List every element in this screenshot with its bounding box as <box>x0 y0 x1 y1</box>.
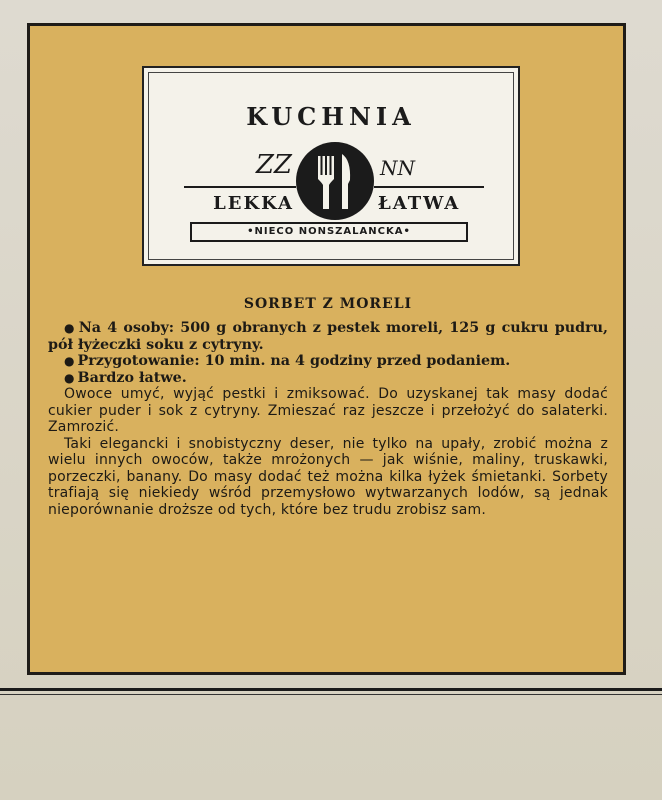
recipe-title: SORBET Z MORELI <box>243 296 413 312</box>
recipe-content <box>48 296 608 518</box>
ingredients-text: Na 4 osoby: 500 g obranych z pestek moreli, 125 g cukru pudru, pół łyżeczki soku z cytryny. <box>48 320 608 353</box>
logo-rule-left <box>184 186 296 188</box>
bullet-icon: ● <box>64 354 75 368</box>
bullet-icon: ● <box>64 370 75 385</box>
recipe-instructions: Owoce umyć, wyjąć pestki i zmiksować. Do uzyskanej tak masy dodać cukier puder i sok z cytryny. Zmieszać raz jeszcze i przełożyć do salaterki. Zamrozić. <box>48 386 608 435</box>
page-divider-thin <box>0 694 662 695</box>
logo-script-left: ZZ <box>255 150 292 180</box>
time-text: Przygotowanie: 10 min. na 4 godziny przed podaniem. <box>77 353 511 369</box>
logo-title: KUCHNIA <box>246 102 416 131</box>
logo-word-left: LEKKA <box>213 193 294 214</box>
recipe-notes: Taki elegancki i snobistyczny deser, nie tylko na upały, zrobić można z wielu innych owoców, także mrożonych — jak wiśnie, maliny, truskawki, porzeczki, banany. Do masy dodać też można kilka łyżek śmietanki. Sorbety trafiają się niekiedy wśród przemysłowo wytwarzanych lodów, są jednak nieporównanie droższe od tych, które bez trudu zrobisz sam. <box>48 435 608 518</box>
article-frame <box>27 23 626 675</box>
bullet-icon: ● <box>64 321 76 335</box>
logo-rule-right <box>374 186 484 188</box>
fork-knife-plate-icon <box>296 142 374 220</box>
recipe-time <box>48 353 608 370</box>
logo-subtitle: •NIECO NONSZALANCKA• <box>190 222 468 242</box>
page-divider <box>0 688 662 691</box>
difficulty-text: Bardzo łatwe. <box>77 369 187 386</box>
logo-word-right: ŁATWA <box>378 193 461 214</box>
recipe-difficulty <box>48 370 608 387</box>
column-logo <box>142 66 520 266</box>
recipe-ingredients <box>48 320 608 353</box>
logo-script-right: NN <box>380 156 415 180</box>
